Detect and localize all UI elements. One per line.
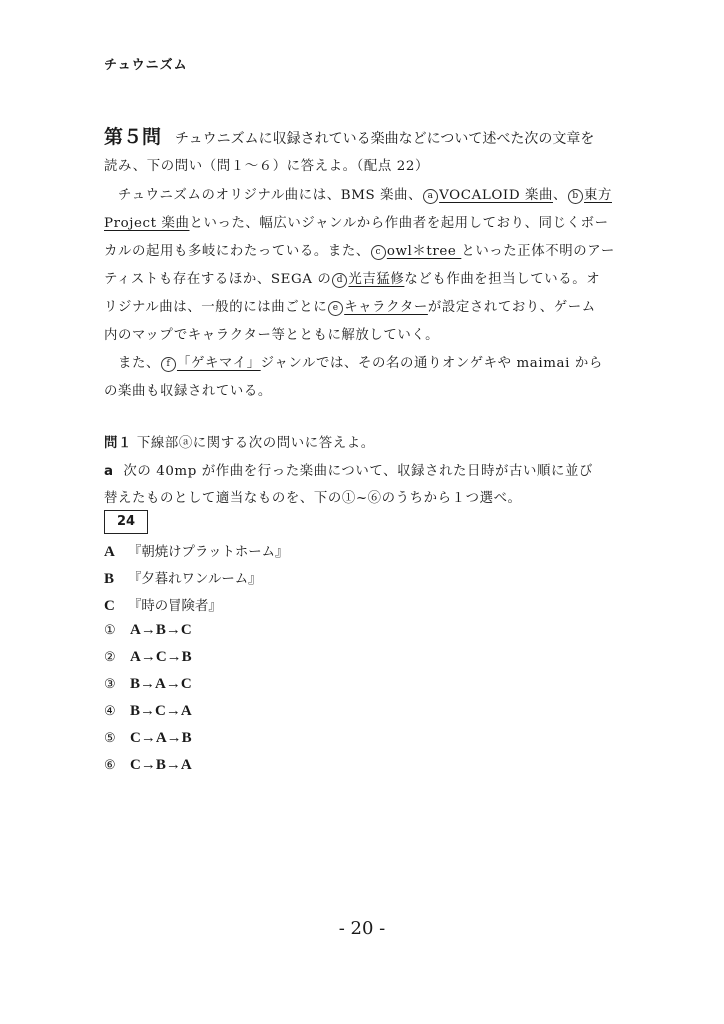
choice-3 bbox=[104, 676, 192, 693]
text: チュウニズムのオリジナル曲には、BMS 楽曲、 bbox=[104, 188, 423, 203]
marker-e: e bbox=[328, 301, 343, 316]
choice-2 bbox=[104, 649, 192, 666]
underline-b: 東方 bbox=[584, 188, 612, 203]
q1-sub-text-1: 次の 40mp が作曲を行った楽曲について、収録された日時が古い順に並び bbox=[123, 464, 593, 479]
q1-text: 下線部ⓐに関する次の問いに答えよ。 bbox=[136, 436, 375, 451]
marker-b: b bbox=[568, 189, 583, 204]
marker-f: f bbox=[161, 357, 176, 372]
page-number: - 20 - bbox=[338, 918, 386, 939]
q1-sub-label: a bbox=[104, 464, 114, 479]
question-title bbox=[104, 122, 594, 149]
passage-line-1 bbox=[104, 184, 612, 204]
choice-number: ① bbox=[104, 623, 116, 638]
choice-order: C→B→A bbox=[130, 757, 192, 773]
answer-box: 24 bbox=[104, 510, 148, 534]
text: ジャンルでは、その名の通りオンゲキや maimai から bbox=[260, 356, 603, 371]
underline-f: 「ゲキマイ」 bbox=[176, 356, 261, 371]
choice-6 bbox=[104, 757, 192, 774]
q1-label: 問１ bbox=[104, 436, 132, 451]
text: また、 bbox=[104, 356, 160, 371]
choice-number: ③ bbox=[104, 677, 116, 692]
choice-order: A→B→C bbox=[130, 622, 192, 638]
text: といった、幅広いジャンルから作曲者を起用しており、同じくボー bbox=[189, 216, 609, 231]
choice-order: B→C→A bbox=[130, 703, 192, 719]
item-key: B bbox=[104, 571, 115, 587]
choice-order: A→C→B bbox=[130, 649, 192, 665]
choice-order: C→A→B bbox=[130, 730, 192, 746]
item-c bbox=[104, 595, 222, 615]
text: なども作曲を担当している。オ bbox=[404, 272, 601, 287]
choice-4 bbox=[104, 703, 192, 720]
passage-line-5 bbox=[104, 296, 596, 316]
underline-a: VOCALOID 楽曲 bbox=[439, 188, 553, 203]
choice-1 bbox=[104, 622, 192, 639]
item-title: 『夕暮れワンルーム』 bbox=[128, 572, 262, 587]
passage-line-3 bbox=[104, 240, 615, 260]
question-number: 第５問 bbox=[104, 126, 162, 148]
item-key: A bbox=[104, 544, 115, 560]
underline-e: キャラクター bbox=[344, 300, 428, 315]
choice-number: ② bbox=[104, 650, 116, 665]
q1-heading bbox=[104, 432, 375, 451]
text: 、 bbox=[553, 188, 567, 203]
question-intro-1: チュウニズムに収録されている楽曲などについて述べた次の文章を bbox=[175, 131, 595, 147]
choice-number: ⑤ bbox=[104, 731, 116, 746]
marker-d: d bbox=[332, 273, 347, 288]
passage-line-7 bbox=[104, 352, 603, 372]
question-intro-2: 読み、下の問い（問１～６）に答えよ。（配点 22） bbox=[104, 159, 429, 174]
choice-order: B→A→C bbox=[130, 676, 192, 692]
passage-line-4 bbox=[104, 268, 600, 288]
q1-sub-text-2: 替えたものとして適当なものを、下の①~⑥のうちから１つ選べ。 bbox=[104, 491, 522, 506]
text: リジナル曲は、一般的には曲ごとに bbox=[104, 300, 328, 315]
passage-line-2 bbox=[104, 212, 609, 231]
choice-number: ⑥ bbox=[104, 758, 116, 773]
text: が設定されており、ゲーム bbox=[427, 300, 596, 315]
passage-line-6: 内のマップでキャラクター等とともに解放していく。 bbox=[104, 328, 440, 343]
underline-d: 光吉猛修 bbox=[348, 272, 405, 287]
text: カルの起用も多岐にわたっている。また、 bbox=[104, 244, 370, 259]
passage-line-8: の楽曲も収録されている。 bbox=[104, 384, 272, 399]
marker-a: a bbox=[423, 189, 438, 204]
item-a bbox=[104, 541, 288, 561]
text: といった正体不明のアー bbox=[461, 244, 615, 259]
underline-b-cont: Project 楽曲 bbox=[104, 216, 190, 231]
item-title: 『時の冒険者』 bbox=[128, 599, 222, 614]
q1-sub bbox=[104, 460, 593, 479]
header-title: チュウニズム bbox=[104, 58, 188, 73]
item-title: 『朝焼けプラットホーム』 bbox=[128, 545, 289, 560]
text: ティストも存在するほか、SEGA の bbox=[104, 272, 332, 287]
item-key: C bbox=[104, 598, 115, 614]
underline-c: owl＊tree bbox=[386, 244, 462, 259]
item-b bbox=[104, 568, 262, 588]
choice-number: ④ bbox=[104, 704, 116, 719]
choice-5 bbox=[104, 730, 192, 747]
marker-c: c bbox=[371, 245, 386, 260]
